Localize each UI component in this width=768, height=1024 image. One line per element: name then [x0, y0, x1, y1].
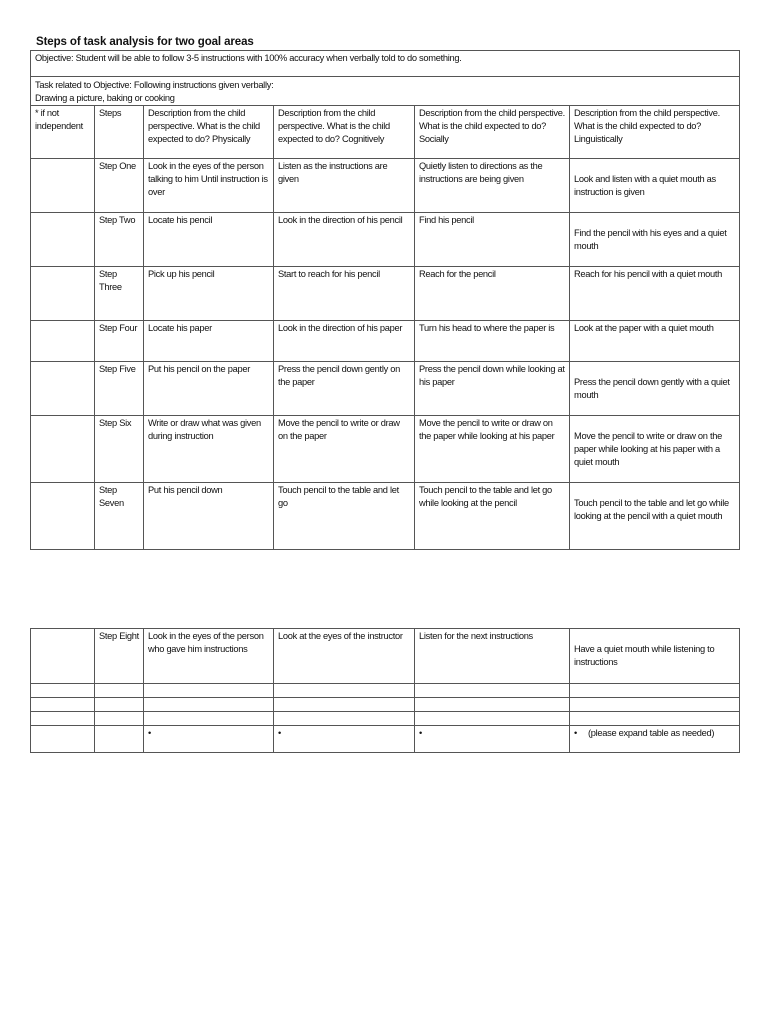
step-cell: Step Three [95, 267, 144, 321]
independent-cell [31, 213, 95, 267]
step-cell: Step Two [95, 213, 144, 267]
empty-row [31, 698, 740, 712]
step-cell: Step Four [95, 321, 144, 362]
bullet: • [278, 728, 281, 738]
task-cell [31, 77, 740, 106]
header-independent: * if not independent [31, 106, 95, 159]
socially-cell: Quietly listen to directions as the instructions are being given [415, 159, 570, 213]
linguistically-cell [570, 629, 740, 684]
task-line-2: Drawing a picture, baking or cooking [35, 93, 175, 103]
table-row [31, 483, 740, 550]
cognitively-cell: Look in the direction of his pencil [274, 213, 415, 267]
linguistically-text: Touch pencil to the table and let go while looking at the pencil with a quiet mouth [574, 498, 729, 521]
physically-cell: Locate his pencil [144, 213, 274, 267]
expand-note: (please expand table as needed) [588, 728, 715, 738]
physically-cell: Write or draw what was given during instruction [144, 416, 274, 483]
bullet-cell [570, 726, 740, 753]
linguistically-text: Press the pencil down gently with a quiet mouth [574, 377, 730, 400]
step-cell: Step One [95, 159, 144, 213]
cognitively-cell: Start to reach for his pencil [274, 267, 415, 321]
linguistically-cell [570, 159, 740, 213]
bullet: • [148, 728, 151, 738]
cognitively-cell: Press the pencil down gently on the paper [274, 362, 415, 416]
empty-row [31, 684, 740, 698]
empty-row [31, 712, 740, 726]
cognitively-cell: Listen as the instructions are given [274, 159, 415, 213]
table-row [31, 629, 740, 684]
header-linguistically: Description from the child perspective. What is the child expected to do? Linguistically [570, 106, 740, 159]
physically-cell: Put his pencil down [144, 483, 274, 550]
linguistically-cell: Look at the paper with a quiet mouth [570, 321, 740, 362]
cognitively-cell: Touch pencil to the table and let go [274, 483, 415, 550]
step-cell: Step Eight [95, 629, 144, 684]
linguistically-text: Move the pencil to write or draw on the paper while looking at his paper with a quiet mouth [574, 431, 722, 467]
cognitively-cell: Move the pencil to write or draw on the paper [274, 416, 415, 483]
header-cognitively: Description from the child perspective. What is the child expected to do? Cognitively [274, 106, 415, 159]
socially-cell: Turn his head to where the paper is [415, 321, 570, 362]
independent-cell [31, 267, 95, 321]
linguistically-cell: Reach for his pencil with a quiet mouth [570, 267, 740, 321]
table-row [31, 362, 740, 416]
table-row [31, 416, 740, 483]
cognitively-cell: Look in the direction of his paper [274, 321, 415, 362]
step-cell: Step Five [95, 362, 144, 416]
independent-cell [31, 362, 95, 416]
socially-cell: Reach for the pencil [415, 267, 570, 321]
bullet: • [419, 728, 422, 738]
linguistically-cell [570, 416, 740, 483]
bullet-cell [415, 726, 570, 753]
objective-cell: Objective: Student will be able to follow 3-5 instructions with 100% accuracy when verbally told to do something. [31, 51, 740, 77]
independent-cell [31, 159, 95, 213]
linguistically-cell [570, 213, 740, 267]
independent-cell [31, 321, 95, 362]
physically-cell: Put his pencil on the paper [144, 362, 274, 416]
physically-cell: Look in the eyes of the person talking to him Until instruction is over [144, 159, 274, 213]
independent-cell [31, 483, 95, 550]
physically-cell: Pick up his pencil [144, 267, 274, 321]
bullet-row [31, 726, 740, 753]
step-cell: Step Seven [95, 483, 144, 550]
header-physically: Description from the child perspective. What is the child expected to do? Physically [144, 106, 274, 159]
linguistically-text: Look and listen with a quiet mouth as instruction is given [574, 174, 716, 197]
socially-cell: Find his pencil [415, 213, 570, 267]
table-row [31, 213, 740, 267]
linguistically-text: Find the pencil with his eyes and a quiet mouth [574, 228, 727, 251]
socially-cell: Listen for the next instructions [415, 629, 570, 684]
socially-cell: Move the pencil to write or draw on the paper while looking at his paper [415, 416, 570, 483]
linguistically-text: Have a quiet mouth while listening to instructions [574, 644, 715, 667]
physically-cell: Look in the eyes of the person who gave him instructions [144, 629, 274, 684]
task-line-1: Task related to Objective: Following instructions given verbally: [35, 80, 274, 90]
table-row [31, 159, 740, 213]
bullet-cell [144, 726, 274, 753]
task-analysis-table [30, 50, 740, 550]
document-title: Steps of task analysis for two goal areas [36, 36, 254, 48]
header-socially: Description from the child perspective. What is the child expected to do? Socially [415, 106, 570, 159]
header-row [31, 106, 740, 159]
cognitively-cell: Look at the eyes of the instructor [274, 629, 415, 684]
continuation-table [30, 628, 740, 753]
independent-cell [31, 416, 95, 483]
linguistically-cell [570, 362, 740, 416]
socially-cell: Press the pencil down while looking at his paper [415, 362, 570, 416]
table-row [31, 267, 740, 321]
step-cell: Step Six [95, 416, 144, 483]
table-row [31, 321, 740, 362]
bullet: • [574, 728, 577, 738]
independent-cell [31, 629, 95, 684]
bullet-cell [274, 726, 415, 753]
header-steps: Steps [95, 106, 144, 159]
linguistically-cell [570, 483, 740, 550]
socially-cell: Touch pencil to the table and let go while looking at the pencil [415, 483, 570, 550]
physically-cell: Locate his paper [144, 321, 274, 362]
